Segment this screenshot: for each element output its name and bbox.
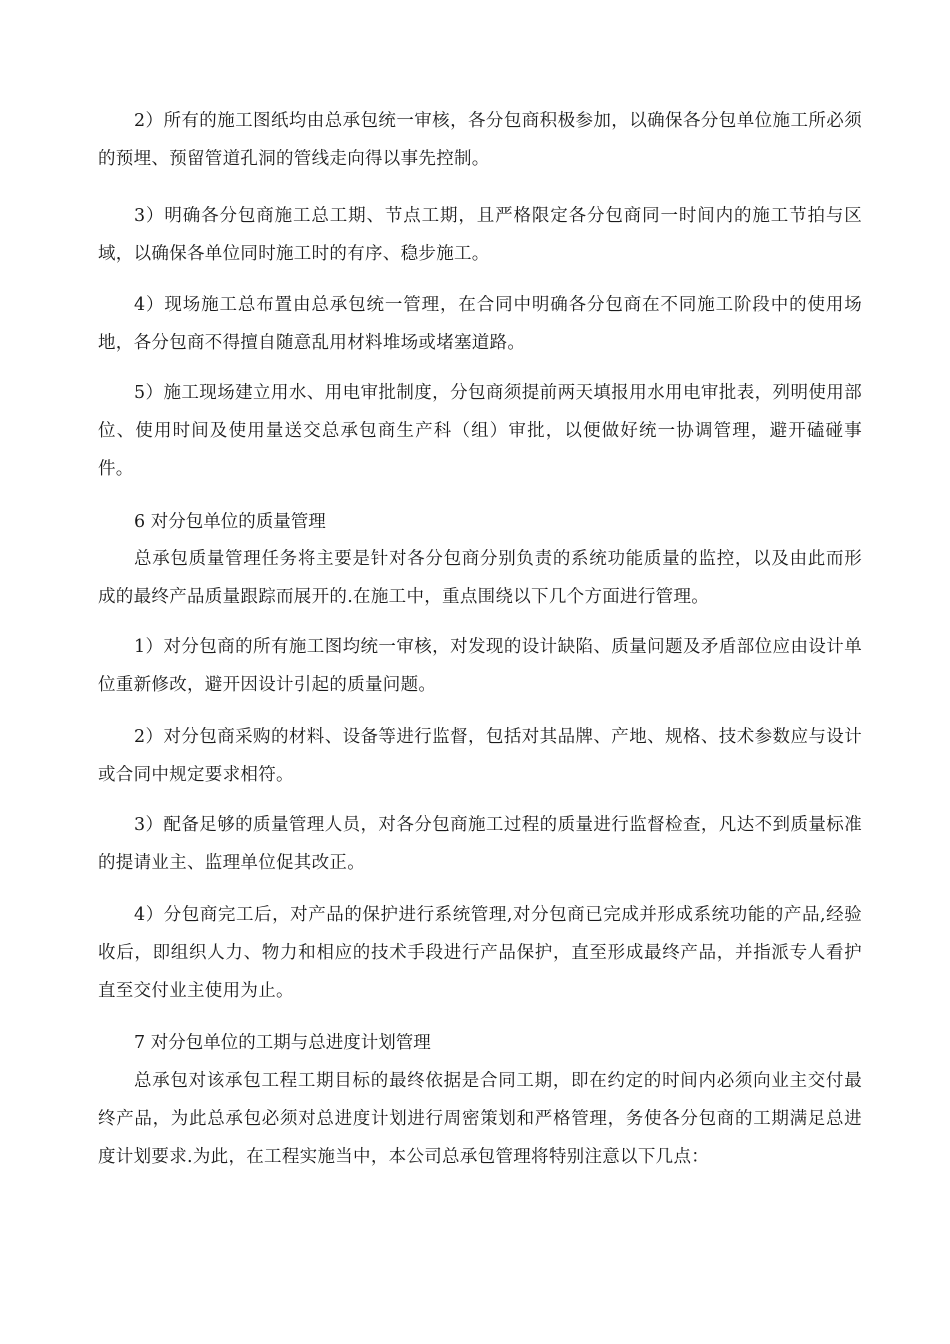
section-6-heading: 6 对分包单位的质量管理 (134, 512, 326, 532)
paragraph-item-5: 5）施工现场建立用水、用电审批制度，分包商须提前两天填报用水用电审批表，列明使用部位、使用时间及使用量送交总承包商生产科（组）审批，以便做好统一协调管理，避开磕碰事件。 (98, 383, 862, 479)
paragraph-item-3: 3）明确各分包商施工总工期、节点工期，且严格限定各分包商同一时间内的施工节拍与区域，以确保各单位同时施工时的有序、稳步施工。 (98, 206, 862, 264)
paragraph-item-4: 4）现场施工总布置由总承包统一管理，在合同中明确各分包商在不同施工阶段中的使用场地，各分包商不得擅自随意乱用材料堆场或堵塞道路。 (98, 295, 862, 353)
quality-item-1: 1）对分包商的所有施工图均统一审核，对发现的设计缺陷、质量问题及矛盾部位应由设计单位重新修改，避开因设计引起的质量问题。 (98, 637, 862, 695)
paragraph-item-2: 2）所有的施工图纸均由总承包统一审核，各分包商积极参加，以确保各分包单位施工所必须的预埋、预留管道孔洞的管线走向得以事先控制。 (98, 111, 862, 169)
quality-item-4: 4）分包商完工后，对产品的保护进行系统管理,对分包商已完成并形成系统功能的产品,经验收后，即组织人力、物力和相应的技术手段进行产品保护，直至形成最终产品，并指派专人看护直至交付业主使用为止。 (98, 905, 862, 1001)
quality-item-2: 2）对分包商采购的材料、设备等进行监督，包括对其品牌、产地、规格、技术参数应与设计或合同中规定要求相符。 (98, 727, 862, 785)
section-7-intro: 总承包对该承包工程工期目标的最终依据是合同工期，即在约定的时间内必须向业主交付最终产品，为此总承包必须对总进度计划进行周密策划和严格管理，务使各分包商的工期满足总进度计划要求.为此，在工程实施当中，本公司总承包管理将特别注意以下几点： (98, 1071, 862, 1167)
quality-item-3: 3）配备足够的质量管理人员，对各分包商施工过程的质量进行监督检查，凡达不到质量标准的提请业主、监理单位促其改正。 (98, 815, 862, 873)
section-6-intro: 总承包质量管理任务将主要是针对各分包商分别负责的系统功能质量的监控，以及由此而形成的最终产品质量跟踪而展开的.在施工中，重点围绕以下几个方面进行管理。 (98, 549, 862, 607)
section-7-heading: 7 对分包单位的工期与总进度计划管理 (134, 1033, 431, 1053)
